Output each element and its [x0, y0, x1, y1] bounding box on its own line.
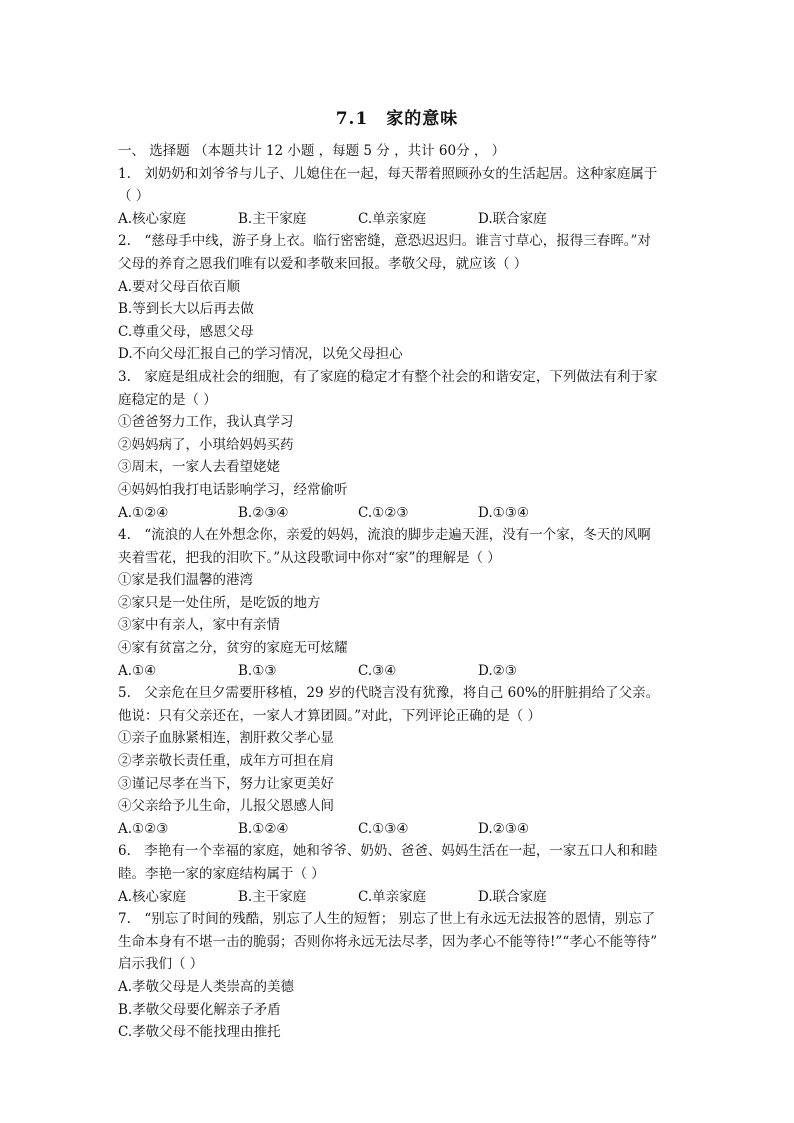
answer-option[interactable]: B.孝敬父母要化解亲子矛盾: [118, 1001, 281, 1018]
statement-item: ④妈妈怕我打电话影响学习，经常偷听: [118, 481, 348, 498]
answer-option[interactable]: B.等到长大以后再去做: [118, 301, 254, 318]
answer-option[interactable]: B.主干家庭: [238, 210, 307, 227]
answer-option[interactable]: A.孝敬父母是人类崇高的美德: [118, 978, 295, 995]
question-5: [118, 682, 688, 840]
answer-options: [118, 502, 688, 525]
question-stem-line: 他说：只有父亲还在，一家人才算团圆。”对此，下列评论正确的是（ ）: [118, 707, 541, 724]
section-heading: 一、 选择题 （本题共计 12 小题 ，每题 5 分 ，共计 60分 ， ）: [118, 143, 506, 159]
answer-option[interactable]: D.②③: [478, 662, 517, 679]
statement-item: ④家有贫富之分，贫穷的家庭无可炫耀: [118, 640, 348, 657]
answer-option[interactable]: A.要对父母百依百顺: [118, 278, 241, 295]
statement-item: ③周末，一家人去看望姥姥: [118, 459, 280, 476]
question-stem-line: 生命本身有不堪一击的脆弱；否则你将永远无法尽孝，因为孝心不能等待!”“孝心不能等待”: [118, 933, 658, 950]
answer-option[interactable]: C.①②③: [358, 504, 409, 521]
answer-option[interactable]: C.③④: [358, 662, 397, 679]
question-stem-line: 夹着雪花，把我的泪吹下。”从这段歌词中你对“家”的理解是（ ）: [118, 549, 501, 566]
question-1: [118, 163, 688, 231]
question-stem-line: 睦。李艳一家的家庭结构属于（ ）: [118, 866, 325, 882]
question-stem-line: 3. 家庭是组成社会的细胞，有了家庭的稳定才有整个社会的和谐安定，下列做法有利于家: [118, 368, 658, 385]
question-stem-line: 7. “别忘了时间的残酷，别忘了人生的短暂； 别忘了世上有永远无法报答的恩情，别忘了: [118, 911, 656, 928]
document-title: 7.1 家的意味: [335, 109, 459, 129]
answer-option[interactable]: C.①③④: [358, 820, 409, 837]
answer-options: [118, 886, 688, 909]
answer-option[interactable]: D.②③④: [478, 820, 529, 837]
answer-option[interactable]: D.不向父母汇报自己的学习情况，以免父母担心: [118, 346, 403, 363]
answer-option[interactable]: D.①③④: [478, 504, 529, 521]
question-stem-line: 父母的养育之恩我们唯有以爱和孝敬来回报。孝敬父母，就应该（ ）: [118, 255, 528, 272]
answer-option[interactable]: C.单亲家庭: [358, 888, 427, 905]
answer-option[interactable]: A.核心家庭: [118, 210, 187, 227]
question-stem-line: 庭稳定的是（ ）: [118, 391, 217, 408]
answer-options: [118, 818, 688, 841]
question-3: [118, 366, 688, 524]
answer-option[interactable]: D.联合家庭: [478, 210, 547, 227]
answer-option[interactable]: B.①③: [238, 662, 277, 679]
question-stem-line: 4. “流浪的人在外想念你，亲爱的妈妈，流浪的脚步走遍天涯，没有一个家，冬天的风啊: [118, 527, 651, 544]
answer-option[interactable]: B.主干家庭: [238, 888, 307, 905]
statement-item: ②孝亲敬长责任重，成年方可担在肩: [118, 753, 334, 770]
answer-options: [118, 660, 688, 683]
question-4: [118, 524, 688, 682]
statement-item: ③家中有亲人，家中有亲情: [118, 617, 280, 634]
question-stem-line: 5. 父亲危在旦夕需要肝移植，29 岁的代晓言没有犹豫，将自己 60%的肝脏捐给了父亲。: [118, 685, 660, 702]
question-7: [118, 908, 688, 1044]
question-stem-line: 2. “慈母手中线，游子身上衣。临行密密缝，意恐迟迟归。谁言寸草心，报得三春晖。”对: [118, 233, 651, 250]
statement-item: ③谨记尽孝在当下，努力让家更美好: [118, 775, 334, 792]
answer-option[interactable]: C.尊重父母，感恩父母: [118, 323, 254, 340]
question-stem-line: 启示我们（ ）: [118, 956, 204, 973]
question-stem-line: 6. 李艳有一个幸福的家庭，她和爷爷、奶奶、爸爸、妈妈生活在一起，一家五口人和和睦: [118, 843, 658, 860]
answer-option[interactable]: C.单亲家庭: [358, 210, 427, 227]
question-6: [118, 840, 688, 908]
answer-option[interactable]: C.孝敬父母不能找理由推托: [118, 1024, 281, 1041]
answer-option[interactable]: B.①②④: [238, 820, 289, 837]
answer-option[interactable]: A.①②④: [118, 504, 169, 521]
answer-option[interactable]: A.①④: [118, 662, 157, 679]
question-stem-line: 1. 刘奶奶和刘爷爷与儿子、儿媳住在一起，每天帮着照顾孙女的生活起居。这种家庭属于: [118, 165, 658, 182]
answer-options: [118, 208, 688, 231]
question-2: [118, 230, 688, 366]
answer-option[interactable]: A.①②③: [118, 820, 169, 837]
statement-item: ④父亲给予儿生命，儿报父恩感人间: [118, 798, 334, 815]
statement-item: ②家只是一处住所，是吃饭的地方: [118, 594, 321, 611]
question-stem-line: （ ）: [118, 188, 150, 205]
answer-option[interactable]: D.联合家庭: [478, 888, 547, 905]
answer-option[interactable]: B.②③④: [238, 504, 289, 521]
statement-item: ①家是我们温馨的港湾: [118, 572, 253, 589]
answer-option[interactable]: A.核心家庭: [118, 888, 187, 905]
statement-item: ②妈妈病了，小琪给妈妈买药: [118, 436, 294, 453]
statement-item: ①亲子血脉紧相连，割肝救父孝心显: [118, 730, 334, 747]
question-list: [118, 140, 688, 1044]
statement-item: ①爸爸努力工作，我认真学习: [118, 414, 294, 431]
